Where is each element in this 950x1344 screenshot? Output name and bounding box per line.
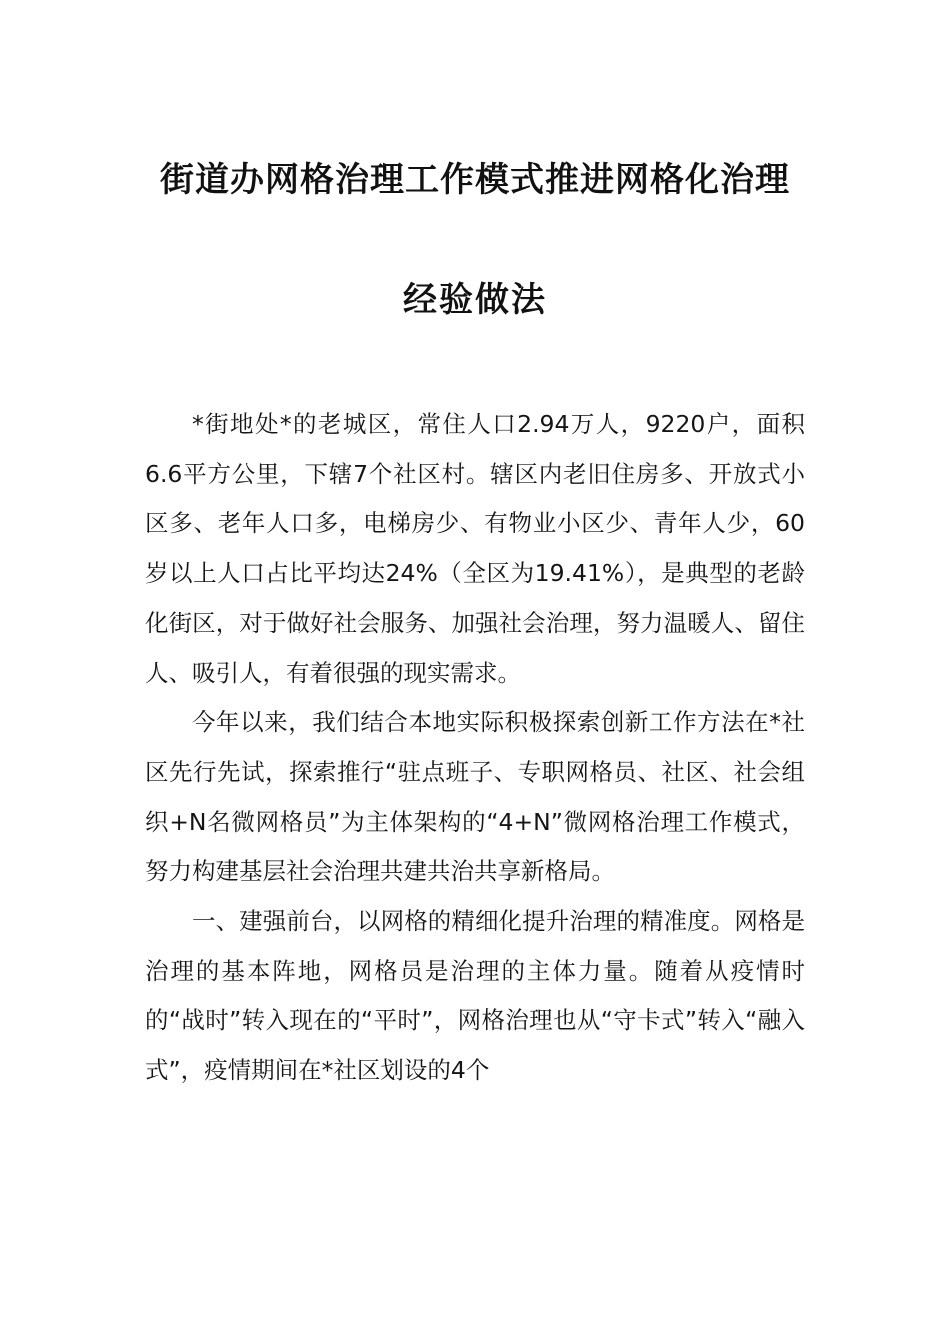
- paragraph-model-intro: 今年以来，我们结合本地实际积极探索创新工作方法在*社区先行先试，探索推行“驻点班子、专职网格员、社区、社会组织+N名微网格员”为主体架构的“4+N”微网格治理工作模式，努力构建基层社会治理共建共治共享新格局。: [145, 708, 805, 886]
- document-body: [145, 400, 805, 1096]
- paragraph-overview: *街地处*的老城区，常住人口2.94万人，9220户，面积6.6平方公里，下辖7个社区村。辖区内老旧住房多、开放式小区多、老年人口多，电梯房少、有物业小区少、青年人少，60岁以上人口占比平均达24%（全区为19.41%），是典型的老龄化街区，对于做好社会服务、加强社会治理，努力温暖人、留住人、吸引人，有着很强的现实需求。: [145, 410, 805, 687]
- document-title-line-1: 街道办网格治理工作模式推进网格化治理: [160, 160, 790, 200]
- paragraph-section-one: 一、建强前台，以网格的精细化提升治理的精准度。网格是治理的基本阵地，网格员是治理的主体力量。随着从疫情时的“战时”转入现在的“平时”，网格治理也从“守卡式”转入“融入式”，疫情期间在*社区划设的4个: [145, 907, 805, 1085]
- document-title-line-2: 经验做法: [403, 280, 547, 320]
